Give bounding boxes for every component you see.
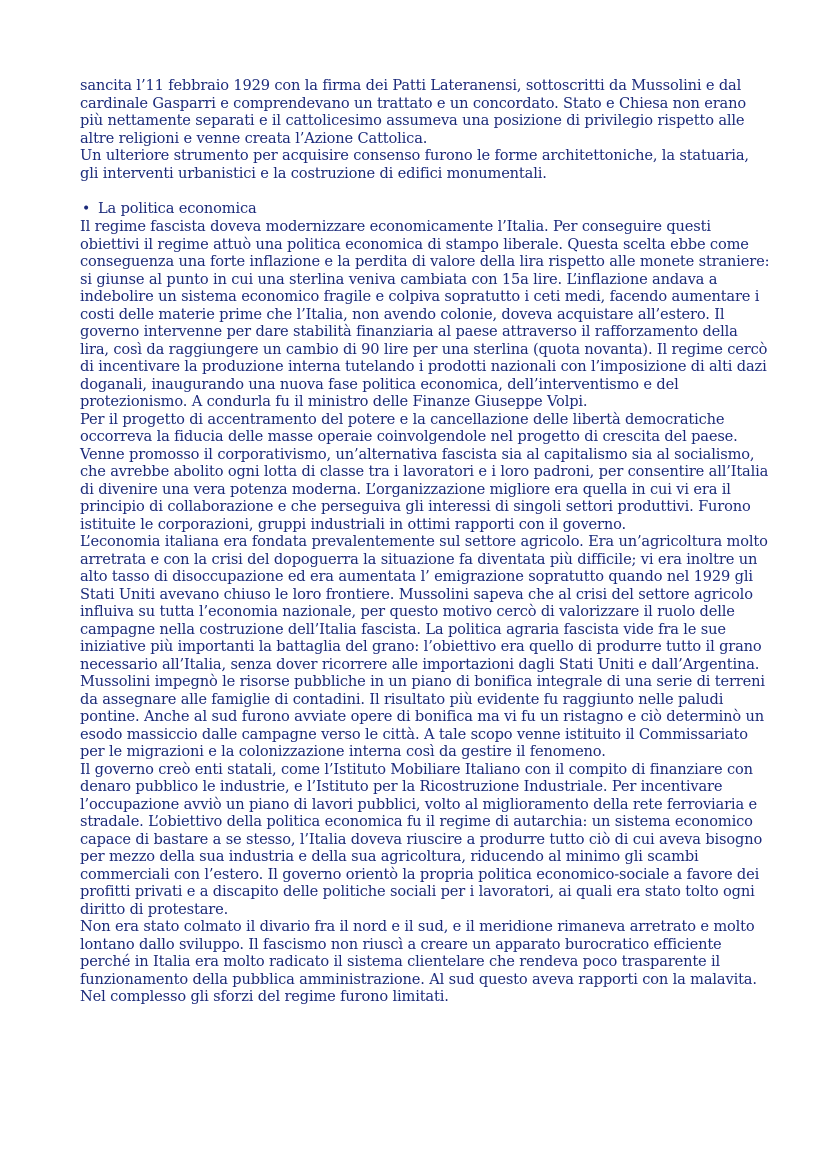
paragraph-consenso-architettura: Un ulteriore strumento per acquisire consenso furono le forme architettoniche, la statuaria, gli interventi urbanistici e la costruzione di edifici monumentali.: [80, 147, 749, 182]
paragraph-agricoltura: L’economia italiana era fondata prevalentemente sul settore agricolo. Era un’agricoltura molto arretrata e con la crisi del dopoguerra la situazione fa diventata più difficile; vi era inoltre un alto tasso di disoccupazione ed era aumentata l’ emigrazione sopratutto quando nel 1929 gli Stati Uniti avevano chiuso le loro frontiere. Mussolini sapeva che al crisi del settore agricolo influiva su tutta l’economia nazionale, per questo motivo cercò di valorizzare il ruolo delle campagne nella costruzione dell’Italia fascista. La politica agraria fascista vide fra le sue iniziative più importanti la battaglia del grano: l’obiettivo era quello di produrre tutto il grano necessario all’Italia, senza dover ricorrere alle importazioni dagli Stati Uniti e dall’Argentina.: [80, 533, 768, 673]
bullet-icon: •: [82, 200, 91, 217]
paragraph-patti-lateranensi: sancita l’11 febbraio 1929 con la firma dei Patti Lateranensi, sottoscritti da Mussolini e dal cardinale Gasparri e comprendevano un trattato e un concordato. Stato e Chiesa non erano più nettamente separati e il cattolicesimo assumeva una posizione di privilegio rispetto alle altre religioni e venne creata l’Azione Cattolica.: [80, 77, 746, 147]
paragraph-liberismo-inflazione: Il regime fascista doveva modernizzare economicamente l’Italia. Per conseguire questi obiettivi il regime attuò una politica economica di stampo liberale. Questa scelta ebbe come conseguenza una forte inflazione e la perdita di valore della lira rispetto alle monete straniere: si giunse al punto in cui una sterlina veniva cambiata con 15a lire. L’inflazione andava a indebolire un sistema economico fragile e colpiva sopratutto i ceti medi, facendo aumentare i costi delle materie prime che l’Italia, non avendo colonie, doveva acquistare all’estero. Il governo intervenne per dare stabilità finanziaria al paese attraverso il rafforzamento della lira, così da raggiungere un cambio di 90 lire per una sterlina (quota novanta). Il regime cercò di incentivare la produzione interna tutelando i prodotti nazionali con l’imposizione di alti dazi doganali, inaugurando una nuova fase politica economica, dell’interventismo e del protezionismo. A condurla fu il ministro delle Finanze Giuseppe Volpi.: [80, 218, 770, 410]
blank-line: [80, 182, 770, 200]
paragraph-corporativismo: Per il progetto di accentramento del potere e la cancellazione delle libertà democratiche occorreva la fiducia delle masse operaie coinvolgendole nel progetto di crescita del paese. Venne promosso il corporativismo, un’alternativa fascista sia al capitalismo sia al socialismo, che avrebbe abolito ogni lotta di classe tra i lavoratori e i loro padroni, per consentire all’Italia di divenire una vera potenza moderna. L’organizzazione migliore era quella in cui vi era il principio di collaborazione e che perseguiva gli interessi di singoli settori produttivi. Furono istituite le corporazioni, gruppi industriali in ottimi rapporti con il governo.: [80, 410, 769, 533]
document-page: [80, 77, 770, 1006]
paragraph-bonifica: Mussolini impegnò le risorse pubbliche in un piano di bonifica integrale di una serie di terreni da assegnare alle famiglie di contadini. Il risultato più evidente fu raggiunto nelle paludi pontine. Anche al sud furono avviate opere di bonifica ma vi fu un ristagno e ciò determinò un esodo massiccio dalle campagne verso le città. A tale scopo venne istituito il Commissariato per le migrazioni e la colonizzazione interna così da gestire il fenomeno.: [80, 673, 765, 760]
section-heading: [80, 200, 770, 219]
paragraph-enti-statali-autarchia: Il governo creò enti statali, come l’Istituto Mobiliare Italiano con il compito di finanziare con denaro pubblico le industrie, e l’Istituto per la Ricostruzione Industriale. Per incentivare l’occupazione avviò un piano di lavori pubblici, volto al miglioramento della rete ferroviaria e stradale. L’obiettivo della politica economica fu il regime di autarchia: un sistema economico capace di bastare a se stesso, l’Italia doveva riuscire a produrre tutto ciò di cui aveva bisogno per mezzo della sua industria e della sua agricoltura, riducendo al minimo gli scambi commerciali con l’estero. Il governo orientò la propria politica economico-sociale a favore dei profitti privati e a discapito delle politiche sociali per i lavoratori, ai quali era stato tolto ogni diritto di protestare.: [80, 760, 763, 918]
paragraph-divario-nord-sud: Non era stato colmato il divario fra il nord e il sud, e il meridione rimaneva arretrato e molto lontano dallo sviluppo. Il fascismo non riuscì a creare un apparato burocratico efficiente perché in Italia era molto radicato il sistema clientelare che rendeva poco trasparente il funzionamento della pubblica amministrazione. Al sud questo aveva rapporti con la malavita. Nel complesso gli sforzi del regime furono limitati.: [80, 918, 757, 1005]
section-heading-text: La politica economica: [98, 199, 257, 217]
